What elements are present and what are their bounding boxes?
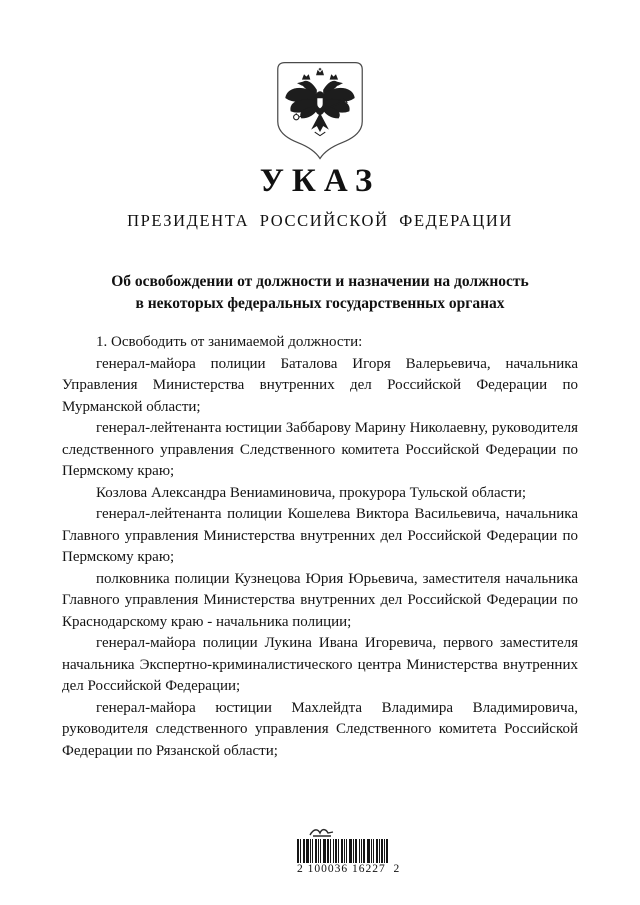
body-paragraph: Козлова Александра Вениаминовича, прокурора Тульской области; [96,484,527,501]
russian-coat-of-arms [276,57,364,165]
decree-subject-line2: в некоторых федеральных государственных органах [135,295,505,312]
body-paragraph: генерал-майора полиции Лукина Ивана Игоревича, первого заместителя начальника Экспертно-криминалистического центра Министерства внутренних дел Российской Федерации; [62,635,578,694]
decree-body [62,332,578,762]
body-paragraph: генерал-лейтенанта полиции Кошелева Виктора Васильевича, начальника Главного управления Министерства внутренних дел Российской Федерации по Пермскому краю; [62,506,578,565]
barcode-block [297,826,401,875]
barcode-icon [297,839,389,863]
body-paragraph: полковника полиции Кузнецова Юрия Юрьевича, заместителя начальника Главного управления Министерства внутренних дел Российской Федерации по Краснодарскому краю - начальника полиции; [62,570,578,630]
body-paragraph: генерал-майора юстиции Махлейдта Владимира Владимировича, руководителя следственного управления Следственного комитета Российской Федерации по Рязанской области; [62,699,578,759]
double-headed-eagle-icon [276,57,364,165]
barcode-digits: 2 100036 16227 2 [297,863,401,875]
pen-mark-icon [307,826,337,838]
body-paragraph: 1. Освободить от занимаемой должности: [96,334,363,350]
body-paragraph: генерал-лейтенанта юстиции Заббарову Марину Николаевну, руководителя следственного управления Следственного комитета Российской Федерации по Пермскому краю; [62,420,578,479]
decree-title: УКАЗ [259,163,381,199]
decree-subject [40,271,600,315]
decree-subject-line1: Об освобождении от должности и назначении на должность [111,273,529,290]
body-paragraph: генерал-майора полиции Баталова Игоря Валерьевича, начальника Управления Министерства внутренних дел Российской Федерации по Мурманской области; [62,355,578,415]
decree-issuer: ПРЕЗИДЕНТА РОССИЙСКОЙ ФЕДЕРАЦИИ [127,211,513,230]
